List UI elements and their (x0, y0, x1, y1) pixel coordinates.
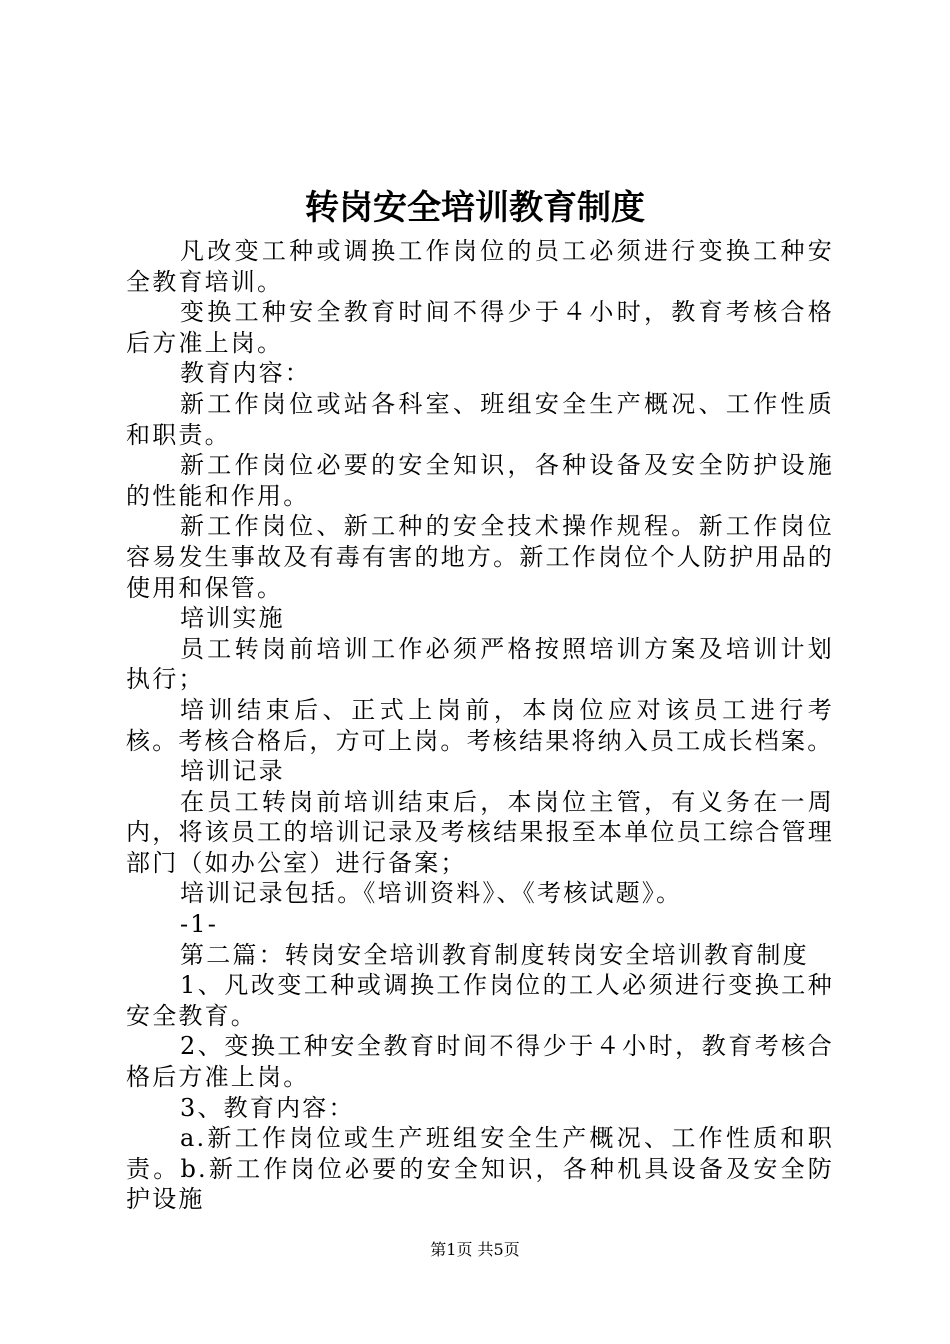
paragraph: 培训记录包括。《培训资料》、《考核试题》。 (180, 879, 683, 908)
page-footer: 第1页 共5页 (430, 1240, 520, 1259)
chapter-heading: 第二篇：转岗安全培训教育制度转岗安全培训教育制度 (180, 940, 809, 969)
paragraph: 凡改变工种或调换工作岗位的员工必须进行变换工种安全教育培训。 (126, 237, 834, 296)
paragraph: 教育内容： (180, 359, 311, 388)
document-title: 转岗安全培训教育制度 (305, 188, 645, 228)
paragraph: 3、教育内容： (180, 1093, 355, 1122)
page-marker: -1- (180, 910, 219, 939)
document-body (126, 236, 834, 1215)
paragraph: 员工转岗前培训工作必须严格按照培训方案及培训计划执行； (126, 634, 834, 694)
paragraph: 1、凡改变工种或调换工作岗位的工人必须进行变换工种安全教育。 (126, 971, 834, 1030)
paragraph: 新工作岗位或站各科室、班组安全生产概况、工作性质和职责。 (126, 389, 834, 449)
paragraph: 变换工种安全教育时间不得少于４小时，教育考核合格后方准上岗。 (126, 298, 834, 357)
section-heading: 培训实施 (180, 604, 285, 633)
paragraph: 新工作岗位、新工种的安全技术操作规程。新工作岗位容易发生事故及有毒有害的地方。新工作岗位个人防护用品的使用和保管。 (126, 512, 834, 602)
paragraph: 培训结束后、正式上岗前，本岗位应对该员工进行考核。考核合格后，方可上岗。考核结果将纳入员工成长档案。 (126, 695, 834, 755)
paragraph: 在员工转岗前培训结束后，本岗位主管，有义务在一周内，将该员工的培训记录及考核结果报至本单位员工综合管理部门（如办公室）进行备案； (126, 787, 834, 877)
paragraph: 2、变换工种安全教育时间不得少于４小时，教育考核合格后方准上岗。 (126, 1032, 834, 1092)
paragraph: 新工作岗位必要的安全知识，各种设备及安全防护设施的性能和作用。 (126, 451, 834, 510)
paragraph: a.新工作岗位或生产班组安全生产概况、工作性质和职责。b.新工作岗位必要的安全知识，各种机具设备及安全防护设施 (126, 1124, 834, 1214)
section-heading: 培训记录 (180, 757, 285, 786)
